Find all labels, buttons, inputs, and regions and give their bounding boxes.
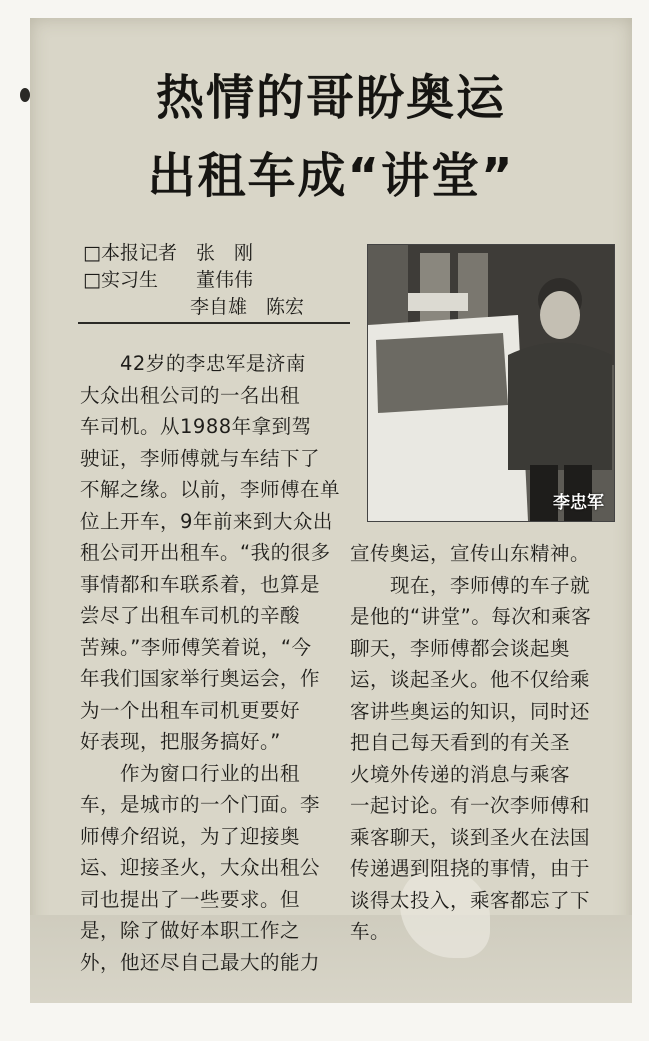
article-line: 传递遇到阻挠的事情，由于 — [350, 857, 591, 880]
article-line: 火境外传递的消息与乘客 — [350, 762, 571, 786]
article-line: 谈得太投入，乘客都忘了下 — [350, 888, 591, 912]
photo-illustration — [368, 245, 614, 521]
newspaper-clipping — [30, 18, 632, 1003]
article-line: 车，是城市的一个门面。李 — [80, 793, 321, 816]
article-line: 运，谈起圣火。他不仅给乘 — [350, 668, 591, 691]
article-line: 位上开车，9年前来到大众出 — [80, 509, 333, 533]
article-line: 好表现，把服务搞好。” — [80, 730, 281, 753]
article-line: 为一个出租车司机更要好 — [80, 698, 301, 722]
headline-line-2: 出租车成“讲堂” — [147, 148, 515, 204]
headline-line-1: 热情的哥盼奥运 — [155, 70, 506, 126]
article-line: 苦辣。”李师傅笑着说，“今 — [80, 635, 312, 659]
byline-divider — [78, 322, 350, 324]
article-line: 一起讨论。有一次李师傅和 — [350, 794, 591, 817]
article-line: 作为窗口行业的出租 — [80, 761, 301, 785]
article-line: 师傅介绍说，为了迎接奥 — [80, 824, 301, 848]
article-line: 司也提出了一些要求。但 — [80, 887, 301, 911]
article-line: 是，除了做好本职工作之 — [80, 919, 301, 942]
article-line: 运、迎接圣火，大众出租公 — [80, 856, 321, 879]
article-line: 年我们国家举行奥运会，作 — [80, 667, 321, 690]
taxi-driver-photo — [367, 244, 615, 522]
article-line: 是他的“讲堂”。每次和乘客 — [350, 605, 592, 628]
article-line: 尝尽了出租车司机的辛酸 — [80, 604, 301, 627]
article-line: 车司机。从1988年拿到驾 — [80, 415, 312, 438]
byline-reporter: □本报记者 张 刚 — [83, 242, 253, 264]
byline-intern: □实习生 董伟伟 — [83, 269, 253, 291]
article-line: 现在，李师傅的车子就 — [350, 573, 591, 597]
article-line: 车。 — [350, 920, 391, 943]
article-line: 不解之缘。以前，李师傅在单 — [80, 478, 341, 501]
article-line: 驶证，李师傅就与车结下了 — [80, 446, 321, 470]
article-line: 42岁的李忠军是济南 — [80, 352, 306, 375]
article-line: 聊天，李师傅都会谈起奥 — [350, 636, 571, 660]
article-line: 乘客聊天，谈到圣火在法国 — [350, 825, 591, 849]
byline-names: 李自雄 陈宏 — [190, 296, 305, 318]
article-line: 事情都和车联系着，也算是 — [80, 572, 321, 596]
article-line: 把自己每天看到的有关圣 — [350, 731, 571, 754]
photo-caption: 李忠军 — [553, 493, 604, 513]
article-line: 大众出租公司的一名出租 — [80, 383, 301, 407]
ink-smudge — [20, 88, 30, 102]
article-line: 外，他还尽自己最大的能力 — [80, 950, 321, 974]
article-line: 客讲些奥运的知识，同时还 — [350, 699, 591, 723]
article-line: 宣传奥运，宣传山东精神。 — [350, 542, 591, 565]
article-line: 租公司开出租车。“我的很多 — [80, 541, 331, 564]
